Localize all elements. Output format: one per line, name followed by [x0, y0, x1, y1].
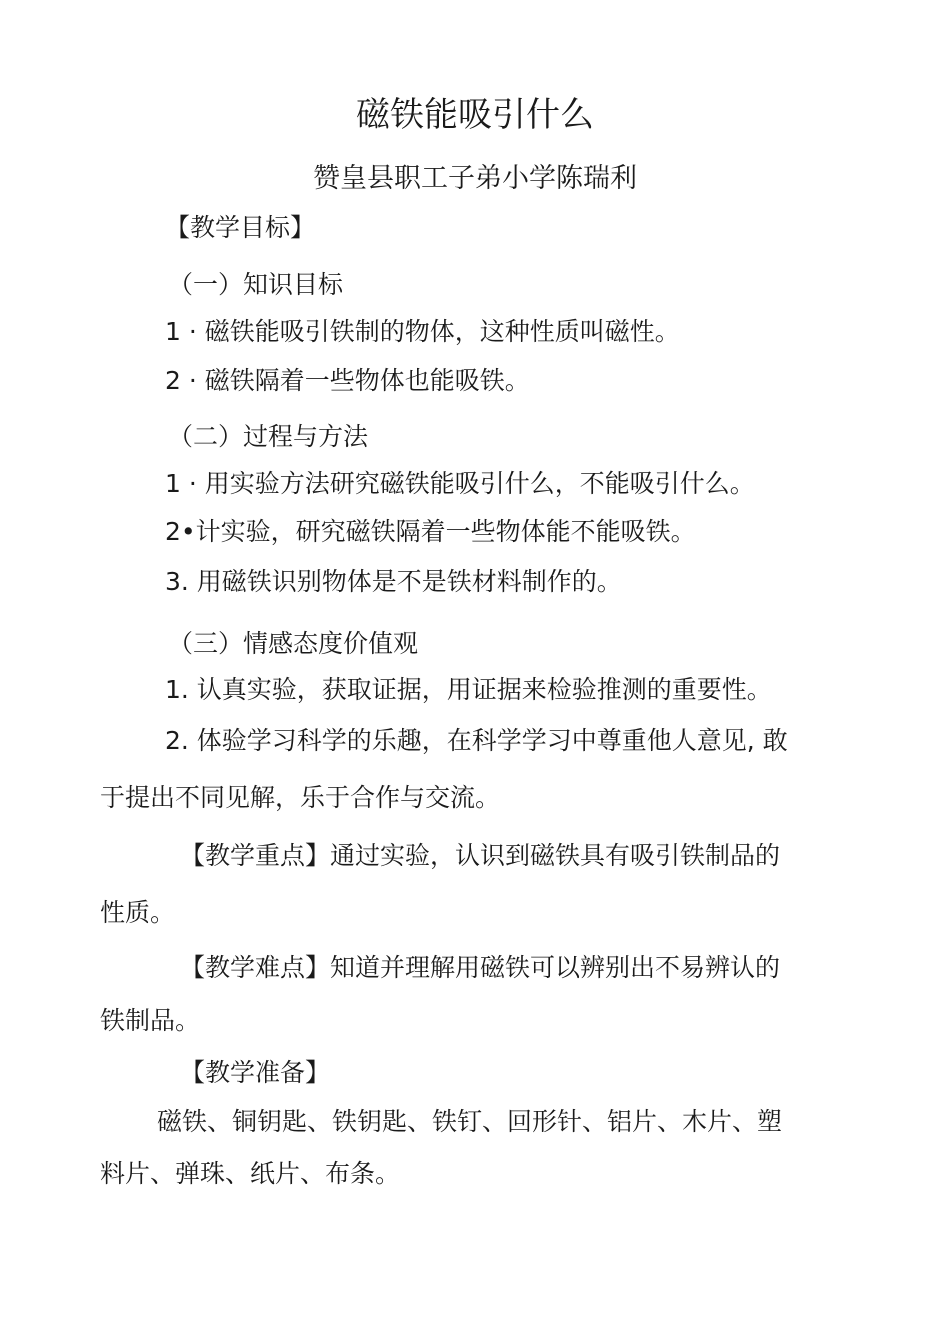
- emotion-item-2-line-1: 2. 体验学习科学的乐趣，在科学学习中尊重他人意见, 敢: [165, 726, 788, 755]
- knowledge-item-1: 1 · 磁铁能吸引铁制的物体，这种性质叫磁性。: [165, 317, 680, 346]
- process-heading: （二）过程与方法: [168, 422, 369, 451]
- emotion-item-2-line-2: 于提出不同见解，乐于合作与交流。: [100, 783, 501, 812]
- document-author: 赞皇县职工子弟小学陈瑞利: [313, 163, 637, 194]
- difficult-points-line-1: 【教学难点】知道并理解用磁铁可以辨别出不易辨认的: [180, 953, 781, 982]
- knowledge-heading: （一）知识目标: [168, 270, 344, 299]
- objectives-heading: 【教学目标】: [165, 213, 316, 242]
- preparation-heading: 【教学准备】: [180, 1058, 331, 1087]
- process-item-1: 1 · 用实验方法研究磁铁能吸引什么，不能吸引什么。: [165, 469, 755, 498]
- key-points-line-1: 【教学重点】通过实验，认识到磁铁具有吸引铁制品的: [180, 841, 781, 870]
- key-points-line-2: 性质。: [100, 898, 176, 927]
- emotion-item-1: 1. 认真实验，获取证据，用证据来检验推测的重要性。: [165, 675, 772, 704]
- document-title: 磁铁能吸引什么: [356, 95, 594, 135]
- preparation-line-2: 料片、弹珠、纸片、布条。: [100, 1159, 401, 1188]
- emotion-heading: （三）情感态度价值观: [168, 629, 419, 658]
- process-item-2: 2•计实验，研究磁铁隔着一些物体能不能吸铁。: [165, 517, 696, 546]
- knowledge-item-2: 2 · 磁铁隔着一些物体也能吸铁。: [165, 366, 530, 395]
- process-item-3: 3. 用磁铁识别物体是不是铁材料制作的。: [165, 567, 622, 596]
- preparation-line-1: 磁铁、铜钥匙、铁钥匙、铁钉、回形针、铝片、木片、塑: [157, 1107, 783, 1136]
- difficult-points-line-2: 铁制品。: [100, 1006, 201, 1035]
